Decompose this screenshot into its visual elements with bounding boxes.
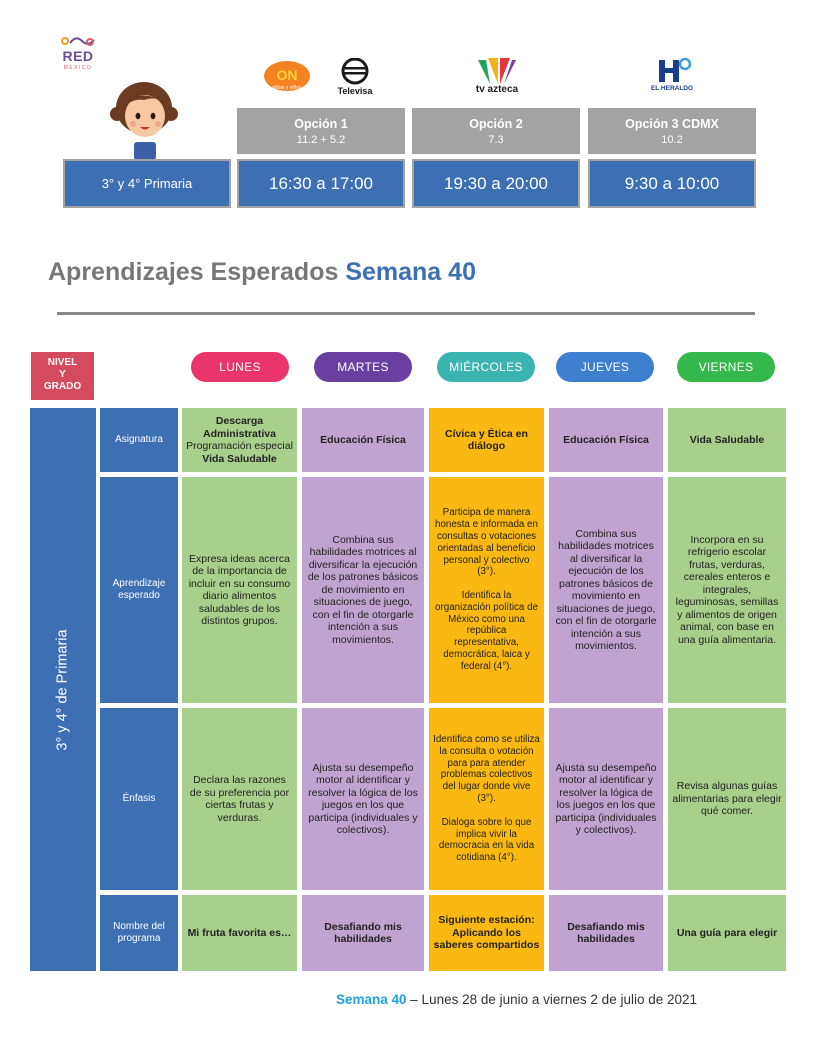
red-logo [56,34,100,74]
option-3-header [588,108,756,154]
aprendizaje-miercoles [429,477,544,703]
el-heraldo-text: EL HERALDO [650,85,694,92]
row-label-asignatura: Asignatura [100,408,178,472]
option-2-header [412,108,580,154]
programa-lunes [182,895,297,971]
option-1-title: Opción 1 [294,117,348,131]
option-1-header [237,108,405,154]
aprendizaje-lunes [182,477,297,703]
aprendizaje-jueves-text: Combina sus habilidades motrices al diversificar la ejecución de los patrones básicos de movimiento en situaciones de juego, con el fin de otorgarle intención a sus movimientos. [555,527,657,652]
grade-box: 3° y 4° Primaria [63,159,231,208]
aprendizaje-jueves [549,477,663,703]
option-1-channels: 11.2 + 5.2 [296,134,346,146]
aprendizaje-miercoles-text-1: Participa de manera honesta e informada en consultas o votaciones orientadas al beneficio personal y colectivo (3°). [435,507,538,578]
aprendizaje-martes-text: Combina sus habilidades motrices al diversificar la ejecución de los patrones básicos de movimiento en situaciones de juego, con el fin de otorgarle intención a sus movimientos. [307,533,419,646]
aprendizaje-viernes-text: Incorpora en su refrigerio escolar frutas, verduras, cereales enteros e integrales, leguminosas, semillas y alimentos de origen animal, con base en una guía alimentaria. [675,533,779,646]
day-viernes: VIERNES [677,352,775,382]
enfasis-martes [302,708,424,890]
asignatura-viernes [668,408,786,472]
footer-range: – Lunes 28 de junio a viernes 2 de julio de 2021 [406,992,698,1007]
aprendizaje-lunes-text: Expresa ideas acerca de la importancia de incluir en su consumo diario alimentos saludables de los distintos grupos. [188,552,291,627]
tvazteca-logo [468,56,526,98]
row-label-enfasis: Énfasis [100,708,178,890]
asignatura-miercoles [429,408,544,472]
vertical-grade-text: 3° y 4° de Primaria [55,628,72,751]
red-logo-text: RED [62,48,94,64]
day-miercoles: MIÉRCOLES [437,352,535,382]
tvazteca-text: tv azteca [475,84,519,95]
option-3-time: 9:30 a 10:00 [588,159,756,208]
red-logo-subtitle: MÉXICO [63,65,93,71]
option-2-time: 19:30 a 20:00 [412,159,580,208]
asignatura-jueves-text: Educación Física [563,433,649,446]
asignatura-lunes-bold1: Descarga Administrativa [203,415,276,440]
aprendizaje-martes [302,477,424,703]
svg-text:niñas y niños: niñas y niños [272,85,302,91]
enfasis-martes-text: Ajusta su desempeño motor al identificar y resolver la lógica de los juegos en los que participa (individuales y colectivos). [308,761,418,836]
programa-martes-text: Desafiando mis habilidades [324,920,402,945]
nivel-grado-label: NIVEL Y GRADO [31,352,94,400]
day-lunes: LUNES [191,352,289,382]
title-divider [57,312,755,315]
el-heraldo-logo [640,56,704,98]
asignatura-martes-text: Educación Física [320,433,406,446]
day-jueves: JUEVES [556,352,654,382]
row-label-aprendizaje: Aprendizaje esperado [100,477,178,703]
footer-week: Semana 40 [336,992,407,1007]
enfasis-jueves-text: Ajusta su desempeño motor al identificar y resolver la lógica de los juegos en los que participa (individuales y colectivos). [555,761,657,836]
programa-jueves-text: Desafiando mis habilidades [567,920,645,945]
once-ninas-ninos-logo [262,58,312,94]
asignatura-jueves [549,408,663,472]
enfasis-lunes-text: Declara las razones de su preferencia por ciertas frutas y verduras. [189,774,290,824]
asignatura-lunes-bold2: Vida Saludable [202,452,277,465]
programa-jueves [549,895,663,971]
programa-miercoles [429,895,544,971]
option-3-channels: 10.2 [661,134,683,146]
red-swirl-icon [60,34,98,48]
aprendizaje-viernes [668,477,786,703]
option-3-title: Opción 3 CDMX [625,117,719,131]
asignatura-viernes-text: Vida Saludable [689,433,765,446]
enfasis-viernes [668,708,786,890]
title-week: Semana 40 [345,258,476,286]
televisa-logo [330,58,380,98]
option-2-title: Opción 2 [469,117,523,131]
svg-text:ON: ON [276,67,298,83]
enfasis-miercoles-text-1: Identifica como se utiliza la consulta o votación para para atender problemas colectivos del lugar donde vive (3°). [433,734,540,804]
aprendizaje-miercoles-text-2: Identifica la organización política de México como una república representativa, democrática, laica y federal (4°). [435,590,538,672]
page-title [48,258,476,287]
day-martes: MARTES [314,352,412,382]
row-label-programa: Nombre del programa [100,895,178,971]
title-main: Aprendizajes Esperados [48,258,346,286]
enfasis-miercoles [429,708,544,890]
programa-viernes [668,895,786,971]
vertical-grade-label [30,408,96,971]
programa-lunes-text: Mi fruta favorita es… [187,926,292,939]
asignatura-martes [302,408,424,472]
asignatura-miercoles-text: Cívica y Ética en diálogo [445,427,528,452]
programa-viernes-text: Una guía para elegir [676,926,778,939]
option-1-time: 16:30 a 17:00 [237,159,405,208]
programa-miercoles-text: Siguiente estación: Aplicando los saberes compartidos [433,914,540,952]
asignatura-lunes-normal: Programación especial [186,440,293,452]
option-2-channels: 7.3 [488,134,504,146]
asignatura-lunes [182,408,297,472]
footer-date-range [336,992,697,1007]
girl-illustration [104,78,184,160]
enfasis-miercoles-text-2: Dialoga sobre lo que implica vivir la democracia en la vida cotidiana (4°). [438,816,535,864]
enfasis-jueves [549,708,663,890]
televisa-text: Televisa [337,86,373,96]
programa-martes [302,895,424,971]
enfasis-lunes [182,708,297,890]
enfasis-viernes-text: Revisa algunas guías alimentarias para elegir qué comer. [672,780,782,818]
